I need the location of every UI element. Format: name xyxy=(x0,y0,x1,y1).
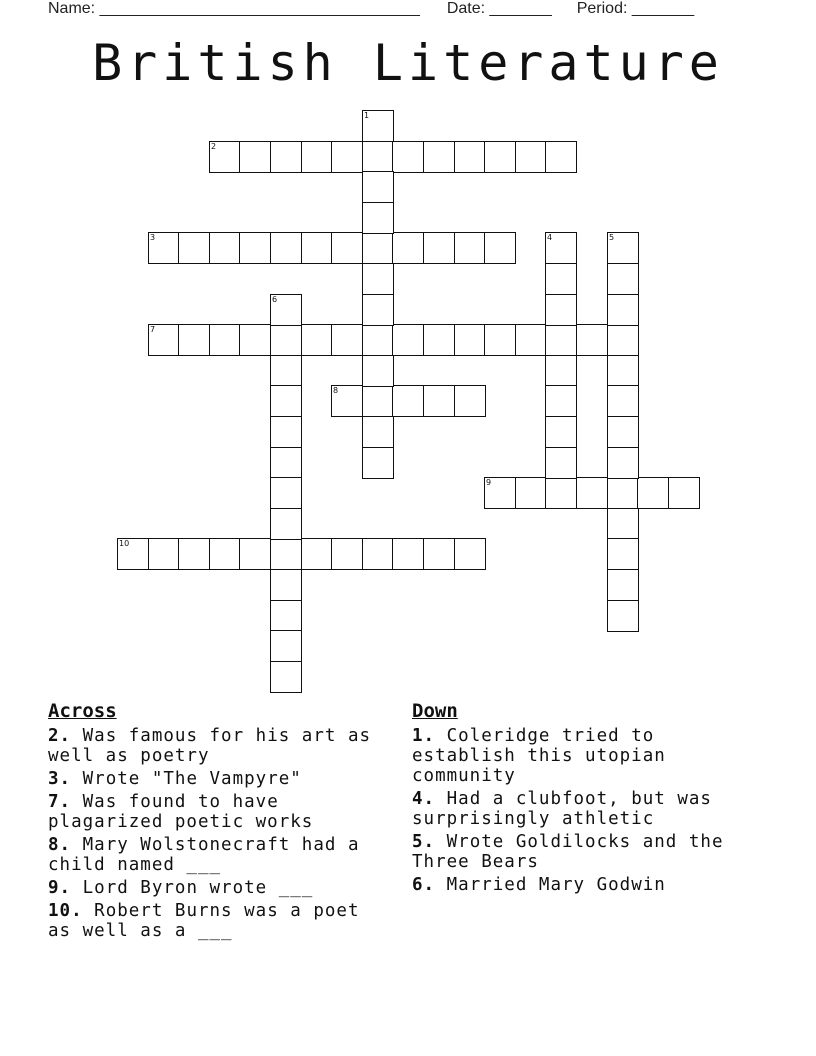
grid-cell[interactable] xyxy=(607,355,639,387)
clue-number-label: 3 xyxy=(150,233,156,242)
grid-cell[interactable] xyxy=(545,263,577,295)
grid-cell[interactable] xyxy=(301,538,333,570)
grid-cell[interactable] xyxy=(392,324,424,356)
clue-item: 8. Mary Wolstonecraft had a child named ___ xyxy=(48,835,360,875)
grid-cell[interactable] xyxy=(209,538,241,570)
grid-cell[interactable] xyxy=(362,141,394,173)
grid-cell[interactable] xyxy=(362,416,394,448)
grid-cell[interactable] xyxy=(607,263,639,295)
grid-cell[interactable] xyxy=(515,141,547,173)
grid-cell[interactable] xyxy=(576,324,608,356)
grid-cell[interactable] xyxy=(515,324,547,356)
clue-number-label: 6 xyxy=(272,295,278,304)
clue-number-label: 7 xyxy=(150,325,156,334)
grid-cell[interactable] xyxy=(209,324,241,356)
grid-cell[interactable] xyxy=(607,324,639,356)
clue-item: 3. Wrote "The Vampyre" xyxy=(48,769,302,789)
grid-cell[interactable] xyxy=(301,232,333,264)
grid-cell[interactable] xyxy=(545,416,577,448)
clue-number-label: 2 xyxy=(211,142,217,151)
grid-cell[interactable] xyxy=(362,171,394,203)
grid-cell[interactable] xyxy=(270,538,302,570)
grid-cell[interactable] xyxy=(331,324,363,356)
grid-cell[interactable] xyxy=(607,416,639,448)
grid-cell[interactable] xyxy=(270,447,302,479)
clue-item: 4. Had a clubfoot, but was surprisingly athletic xyxy=(412,789,712,829)
grid-cell[interactable] xyxy=(331,232,363,264)
grid-cell[interactable] xyxy=(362,202,394,234)
clue-item: 1. Coleridge tried to establish this utopian community xyxy=(412,726,666,786)
grid-cell[interactable] xyxy=(301,141,333,173)
down-clues xyxy=(412,700,762,898)
grid-cell[interactable] xyxy=(576,477,608,509)
grid-cell[interactable] xyxy=(423,324,455,356)
grid-cell[interactable] xyxy=(239,538,271,570)
grid-cell[interactable] xyxy=(362,263,394,295)
grid-cell[interactable] xyxy=(423,232,455,264)
grid-cell[interactable] xyxy=(423,141,455,173)
grid-cell[interactable] xyxy=(239,324,271,356)
grid-cell[interactable] xyxy=(607,385,639,417)
grid-cell[interactable] xyxy=(362,447,394,479)
grid-cell[interactable] xyxy=(454,232,486,264)
grid-cell[interactable] xyxy=(392,232,424,264)
name-field-label[interactable]: Name: ____________________________________ xyxy=(48,0,420,17)
grid-cell[interactable] xyxy=(454,385,486,417)
grid-cell[interactable] xyxy=(362,355,394,387)
page-title: British Literature xyxy=(92,34,724,92)
grid-cell[interactable] xyxy=(270,477,302,509)
grid-cell[interactable] xyxy=(270,232,302,264)
grid-cell[interactable] xyxy=(545,324,577,356)
grid-cell[interactable] xyxy=(545,294,577,326)
grid-cell[interactable] xyxy=(607,538,639,570)
grid-cell[interactable] xyxy=(331,538,363,570)
down-heading: Down xyxy=(412,700,458,722)
grid-cell[interactable] xyxy=(545,447,577,479)
grid-cell[interactable] xyxy=(270,324,302,356)
grid-cell[interactable] xyxy=(423,538,455,570)
grid-cell[interactable] xyxy=(637,477,669,509)
grid-cell[interactable] xyxy=(270,141,302,173)
grid-cell[interactable] xyxy=(607,600,639,632)
grid-cell[interactable] xyxy=(484,324,516,356)
clue-item: 6. Married Mary Godwin xyxy=(412,875,666,895)
grid-cell[interactable] xyxy=(178,538,210,570)
clue-item: 5. Wrote Goldilocks and the Three Bears xyxy=(412,832,724,872)
grid-cell[interactable] xyxy=(607,447,639,479)
grid-cell[interactable] xyxy=(239,141,271,173)
clue-item: 2. Was famous for his art as well as poetry xyxy=(48,726,372,766)
grid-cell[interactable] xyxy=(362,294,394,326)
grid-cell[interactable] xyxy=(270,600,302,632)
grid-cell[interactable] xyxy=(515,477,547,509)
grid-cell[interactable] xyxy=(209,232,241,264)
clue-number-label: 9 xyxy=(486,478,492,487)
grid-cell[interactable] xyxy=(607,477,639,509)
clue-number-label: 4 xyxy=(547,233,553,242)
grid-cell[interactable] xyxy=(607,569,639,601)
grid-cell[interactable] xyxy=(607,508,639,540)
clue-item: 10. Robert Burns was a poet as well as a ___ xyxy=(48,901,360,941)
grid-cell[interactable] xyxy=(392,385,424,417)
clue-number-label: 10 xyxy=(119,539,130,548)
grid-cell[interactable] xyxy=(178,232,210,264)
grid-cell[interactable] xyxy=(362,538,394,570)
worksheet-header xyxy=(48,0,694,18)
grid-cell[interactable] xyxy=(362,385,394,417)
clue-number-label: 5 xyxy=(609,233,615,242)
grid-cell[interactable] xyxy=(545,385,577,417)
grid-cell[interactable] xyxy=(270,355,302,387)
grid-cell[interactable] xyxy=(392,141,424,173)
grid-cell[interactable] xyxy=(545,141,577,173)
grid-cell[interactable] xyxy=(270,416,302,448)
across-clues xyxy=(48,700,393,944)
grid-cell[interactable] xyxy=(454,324,486,356)
grid-cell[interactable] xyxy=(545,477,577,509)
grid-cell[interactable] xyxy=(484,141,516,173)
period-field-label[interactable]: Period: _______ xyxy=(576,0,695,17)
grid-cell[interactable] xyxy=(178,324,210,356)
clue-number-label: 1 xyxy=(364,111,370,120)
grid-cell[interactable] xyxy=(362,324,394,356)
grid-cell[interactable] xyxy=(454,141,486,173)
grid-cell[interactable] xyxy=(545,355,577,387)
grid-cell[interactable] xyxy=(270,569,302,601)
grid-cell[interactable] xyxy=(454,538,486,570)
grid-cell[interactable] xyxy=(423,385,455,417)
clue-item: 7. Was found to have plagarized poetic works xyxy=(48,792,314,832)
grid-cell[interactable] xyxy=(484,232,516,264)
grid-cell[interactable] xyxy=(239,232,271,264)
clue-number-label: 8 xyxy=(333,386,339,395)
grid-cell[interactable] xyxy=(270,385,302,417)
across-heading: Across xyxy=(48,700,117,722)
grid-cell[interactable] xyxy=(668,477,700,509)
grid-cell[interactable] xyxy=(362,232,394,264)
grid-cell[interactable] xyxy=(392,538,424,570)
grid-cell[interactable] xyxy=(301,324,333,356)
grid-cell[interactable] xyxy=(270,508,302,540)
date-field-label[interactable]: Date: _______ xyxy=(446,0,552,17)
grid-cell[interactable] xyxy=(270,630,302,662)
clue-item: 9. Lord Byron wrote ___ xyxy=(48,878,314,898)
grid-cell[interactable] xyxy=(148,538,180,570)
grid-cell[interactable] xyxy=(607,294,639,326)
grid-cell[interactable] xyxy=(331,141,363,173)
grid-cell[interactable] xyxy=(270,661,302,693)
